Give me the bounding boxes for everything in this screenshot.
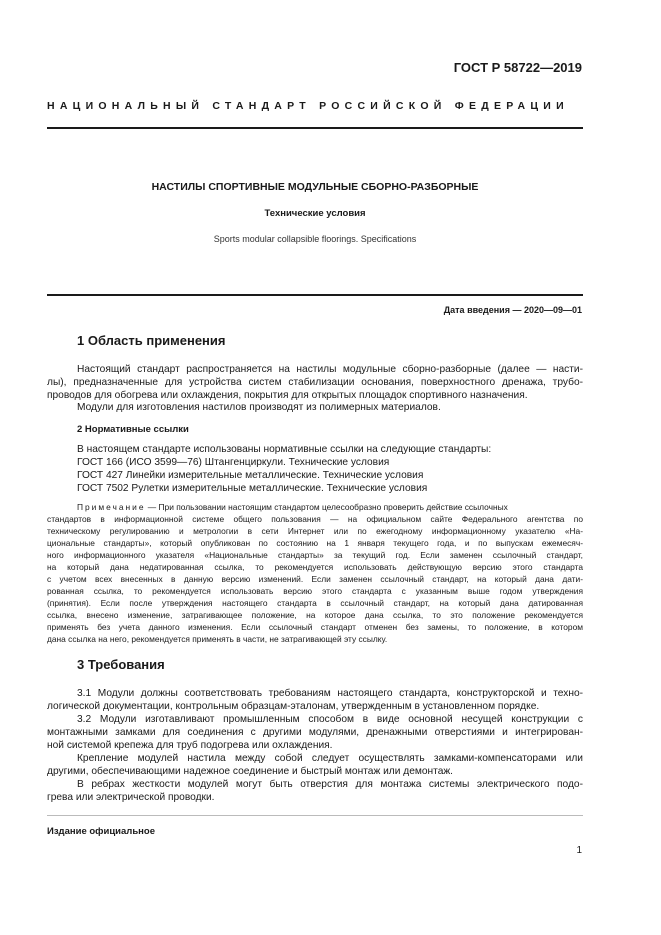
text-line: ной системой крепежа для труб подогрева или охлаждения. — [47, 740, 333, 751]
text-line: Крепление модулей настила между собой следует осуществлять замками-компенсаторами или — [77, 753, 583, 764]
text-line: 3.1 Модули должны соответствовать требованиям настоящего стандарта, конструкторской и техно- — [77, 688, 583, 699]
note-line: техническому регулированию и метрологии в сети Интернет или по ежегодному информационному указателю «На- — [47, 526, 583, 536]
note-first-line — [77, 502, 583, 513]
note-line: с учетом всех внесенных в данную версию изменений. Если заменен ссылочный стандарт, на который дана дати- — [47, 574, 583, 584]
section-3-heading: 3 Требования — [77, 657, 165, 672]
title-divider — [47, 294, 583, 296]
text-line: лы), предназначенные для устройства систем стабилизации основания, поверхностного дренажа, трубо- — [47, 377, 583, 388]
note-line: дана ссылка на него, рекомендуется применять в части, не затрагивающей эту ссылку. — [47, 634, 388, 644]
text-line: 3.2 Модули изготавливают промышленным способом в виде основной несущей конструкции с — [77, 714, 583, 725]
footer-divider — [47, 815, 583, 816]
text-line: грева или электрической проводки. — [47, 792, 215, 803]
text-line: монтажными замками для соединения с другими модулями, дренажными отверстиями и интегрирован- — [47, 727, 583, 738]
document-subtitle: Технические условия — [264, 208, 366, 219]
text-line: ГОСТ 166 (ИСО 3599—76) Штангенциркули. Технические условия — [77, 457, 390, 468]
note-line: стандартов в информационной системе общего пользования — на официальном сайте Федерального агентства по — [47, 514, 583, 524]
text-line: Модули для изготовления настилов производят из полимерных материалов. — [77, 402, 441, 413]
note-line: ссылка, внесено изменение, затрагивающее положение, на которое дана ссылка, то это положение рекомендуется — [47, 610, 583, 620]
text-line: В ребрах жесткости модулей могут быть отверстия для монтажа системы электрического подо- — [77, 779, 583, 790]
gost-number: ГОСТ Р 58722—2019 — [453, 60, 582, 75]
top-divider — [47, 127, 583, 129]
text-line: другими, обеспечивающими надежное соединение и быстрый монтаж или демонтаж. — [47, 766, 454, 777]
note-line: рованная ссылка, то рекомендуется использовать версию этого стандарта с указанным выше годом утверждения — [47, 586, 583, 596]
text-line: проводов для обогрева или охлаждения, покрытия для открытых площадок спортивного назначения. — [47, 390, 528, 401]
note-label: Примечание — [77, 502, 146, 512]
note-text: — При пользовании настоящим стандартом целесообразно проверить действие ссылочных — [145, 502, 508, 512]
text-line: В настоящем стандарте использованы нормативные ссылки на следующие стандарты: — [77, 444, 492, 455]
section-2-heading: 2 Нормативные ссылки — [77, 424, 189, 435]
page-number: 1 — [576, 845, 582, 856]
note-line: применять без учета данного изменения. Если ссылочный стандарт отменен без замены, то положение, в котором — [47, 622, 583, 632]
section-1-heading: 1 Область применения — [77, 333, 226, 348]
national-standard-banner: НАЦИОНАЛЬНЫЙ СТАНДАРТ РОССИЙСКОЙ ФЕДЕРАЦИИ — [47, 100, 569, 112]
text-line: Настоящий стандарт распространяется на настилы модульные сборно-разборные (далее — насти- — [77, 364, 583, 375]
english-title: Sports modular collapsible floorings. Specifications — [213, 234, 417, 244]
note-line: (принятия). Если после утверждения настоящего стандарта в ссылочный стандарт, на который дана датированная — [47, 598, 583, 608]
introduction-date: Дата введения — 2020—09—01 — [443, 305, 582, 315]
text-line: ГОСТ 7502 Рулетки измерительные металлические. Технические условия — [77, 483, 428, 494]
official-edition-label: Издание официальное — [47, 826, 155, 837]
note-line: ного информационного указателя «Национальные стандарты» за текущий год. Если заменен ссылочный стандарт, — [47, 550, 583, 560]
document-title: НАСТИЛЫ СПОРТИВНЫЕ МОДУЛЬНЫЕ СБОРНО-РАЗБОРНЫЕ — [151, 181, 479, 193]
note-line: на который дана недатированная ссылка, то рекомендуется использовать действующую версию этого стандарта — [47, 562, 583, 572]
note-line: циональные стандарты», который опубликован по состоянию на 1 января текущего года, и по выпускам ежемесяч- — [47, 538, 583, 548]
text-line: логической документации, контрольным образцам-эталонам, утвержденным в установленном порядке. — [47, 701, 540, 712]
text-line: ГОСТ 427 Линейки измерительные металлические. Технические условия — [77, 470, 424, 481]
